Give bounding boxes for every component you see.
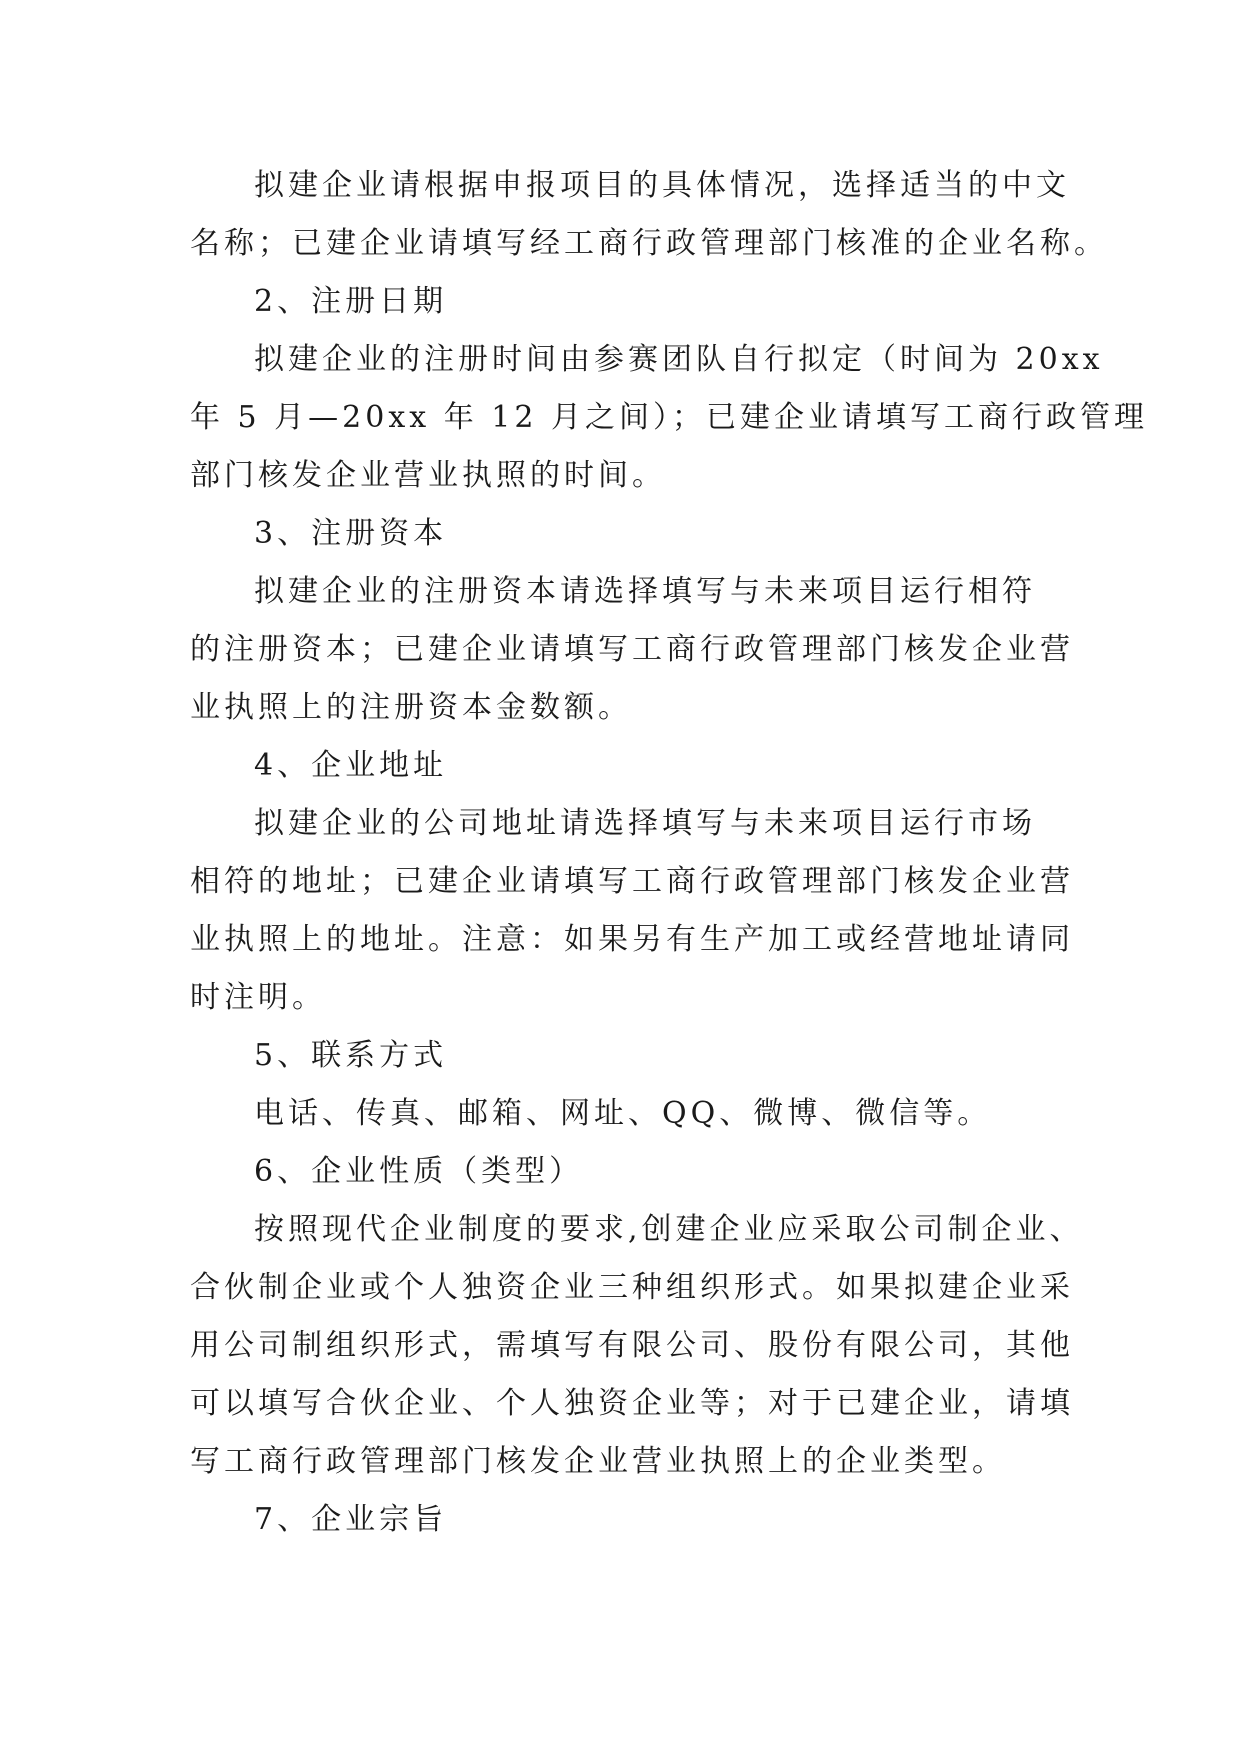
section-heading: 4、企业地址 <box>254 748 448 783</box>
paragraph-line: 拟建企业的注册时间由参赛团队自行拟定（时间为 20xx <box>254 342 1104 377</box>
paragraph-line: 年 5 月—20xx 年 12 月之间）；已建企业请填写工商行政管理 <box>190 400 1148 435</box>
paragraph-line: 时注明。 <box>190 980 326 1015</box>
paragraph-line: 用公司制组织形式，需填写有限公司、股份有限公司，其他 <box>190 1328 1074 1363</box>
paragraph-line: 业执照上的注册资本金数额。 <box>190 690 632 725</box>
paragraph-line: 拟建企业请根据申报项目的具体情况，选择适当的中文 <box>254 168 1070 203</box>
paragraph-line: 可以填写合伙企业、个人独资企业等；对于已建企业，请填 <box>190 1386 1074 1421</box>
paragraph-line: 写工商行政管理部门核发企业营业执照上的企业类型。 <box>190 1444 1006 1479</box>
paragraph-line: 部门核发企业营业执照的时间。 <box>190 458 666 493</box>
section-heading: 6、企业性质（类型） <box>254 1154 584 1189</box>
paragraph-line: 拟建企业的公司地址请选择填写与未来项目运行市场 <box>254 806 1036 841</box>
paragraph-line: 合伙制企业或个人独资企业三种组织形式。如果拟建企业采 <box>190 1270 1074 1305</box>
paragraph-line: 的注册资本；已建企业请填写工商行政管理部门核发企业营 <box>190 632 1074 667</box>
section-heading: 3、注册资本 <box>254 516 448 551</box>
paragraph-line: 名称；已建企业请填写经工商行政管理部门核准的企业名称。 <box>190 226 1108 261</box>
paragraph-line: 业执照上的地址。注意：如果另有生产加工或经营地址请同 <box>190 922 1074 957</box>
paragraph-line: 拟建企业的注册资本请选择填写与未来项目运行相符 <box>254 574 1036 609</box>
paragraph-line: 按照现代企业制度的要求,创建企业应采取公司制企业、 <box>254 1212 1084 1247</box>
section-heading: 5、联系方式 <box>254 1038 448 1073</box>
section-heading: 2、注册日期 <box>254 284 448 319</box>
paragraph-line: 电话、传真、邮箱、网址、QQ、微博、微信等。 <box>254 1096 992 1131</box>
paragraph-line: 相符的地址；已建企业请填写工商行政管理部门核发企业营 <box>190 864 1074 899</box>
section-heading: 7、企业宗旨 <box>254 1502 448 1537</box>
